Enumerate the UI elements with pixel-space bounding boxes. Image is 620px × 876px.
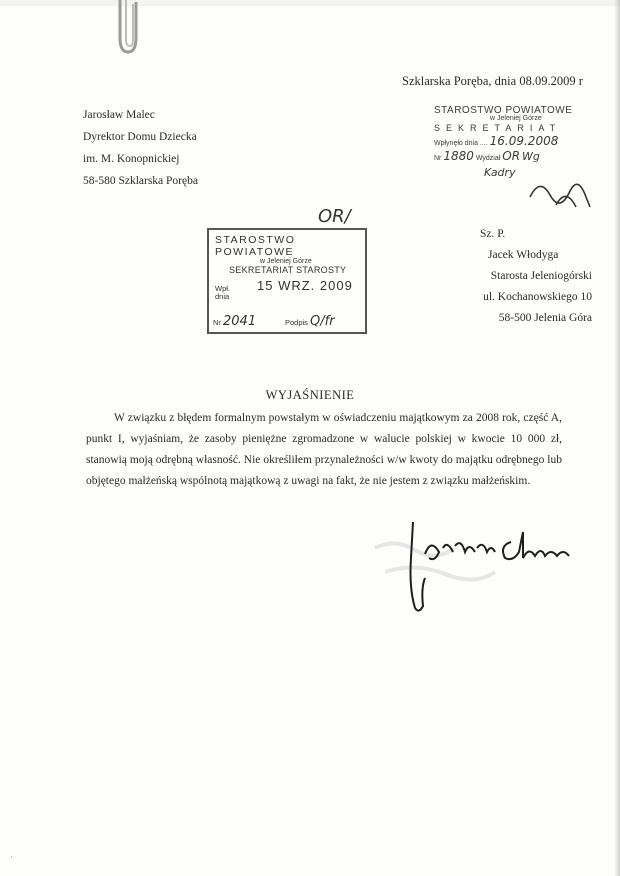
recipient-street: ul. Kochanowskiego 10 [483,291,592,303]
sender-institution: im. M. Konopnickiej [83,153,180,165]
handwritten-signature [395,518,575,616]
stamp-top-nr-label: Nr [434,155,442,162]
sender-block [83,104,198,192]
registry-stamp-middle [207,228,367,334]
stamp-mid-sign-row [285,314,335,329]
registry-stamp-top [434,105,602,215]
stamp-top-subtitle: w Jeleniej Górze [490,115,542,122]
stamp-mid-title: STAROSTWO POWIATOWE [215,234,296,258]
stamp-top-handwritten-note: Kadry [484,166,516,179]
stamp-mid-nr-label: Nr [213,318,221,327]
stamp-mid-corner-note: OR/ [318,206,351,227]
stamp-top-nr-row [434,149,602,163]
sender-address: 58-580 Szklarska Poręba [83,175,198,187]
stamp-top-received-value: 16.09.2008 [489,134,559,148]
stamp-mid-received-label-2: dnia [215,292,230,301]
stamp-mid-subtitle: w Jeleniej Górze [260,258,312,265]
stamp-top-initials-scribble [526,167,596,215]
stamp-mid-received-date: 15 WRZ. 2009 [257,278,353,293]
recipient-block [452,224,592,329]
stamp-top-title: STAROSTWO POWIATOWE [434,105,573,116]
page-edge-shadow [614,0,620,876]
margin-mark-left: · [10,852,13,862]
stamp-mid-sign-value: Q/fr [310,314,335,329]
sender-title: Dyrektor Domu Dziecka [83,131,197,143]
recipient-name: Jacek Włodyga [488,249,559,261]
sender-name: Jarosław Malec [83,109,155,121]
stamp-mid-sign-label: Podpis [285,318,308,327]
recipient-salutation: Sz. P. [480,228,506,240]
stamp-mid-nr-row [213,314,256,329]
stamp-top-nr-value: 1880 [443,149,474,163]
stamp-mid-nr-value: 2041 [223,314,257,329]
document-heading: WYJAŚNIENIE [265,388,355,402]
page-top-fold [0,0,620,6]
recipient-city: 58-500 Jelenia Góra [498,312,592,324]
stamp-top-dept-value: OR [502,149,521,163]
place-and-date: Szklarska Poręba, dnia 08.09.2009 r [402,74,583,88]
document-body: W związku z błędem formalnym powstałym w oświadczeniu majątkowym za 2008 rok, część A, punkt I, wyjaśniam, że zasoby pieniężne zgromadzone w walucie polskiej w kwocie 10 000 zł, stanowią moją odrębną własność. Nie określiłem przynależności w/w kwoty do majątku odrębnego lub objętego małżeńską wspólnotą majątkową z uwagi na fakt, że nie jestem z związku małżeńskim. [86,412,562,487]
stamp-top-office: SEKRETARIAT [434,123,562,133]
recipient-title: Starosta Jeleniogórski [490,270,592,282]
stamp-top-extra: Wg [522,150,540,163]
stamp-mid-office: SEKRETARIAT STAROSTY [229,265,347,275]
stamp-top-received-row: Wpłynęło dnia .... 16.09.2008 [434,134,559,148]
stamp-top-dept-label: Wydział [475,155,501,162]
paper-clip-icon [106,0,146,60]
stamp-mid-received-label-1: Wpł. [215,284,230,293]
stamp-top-received-label: Wpłynęło dnia [434,140,478,147]
